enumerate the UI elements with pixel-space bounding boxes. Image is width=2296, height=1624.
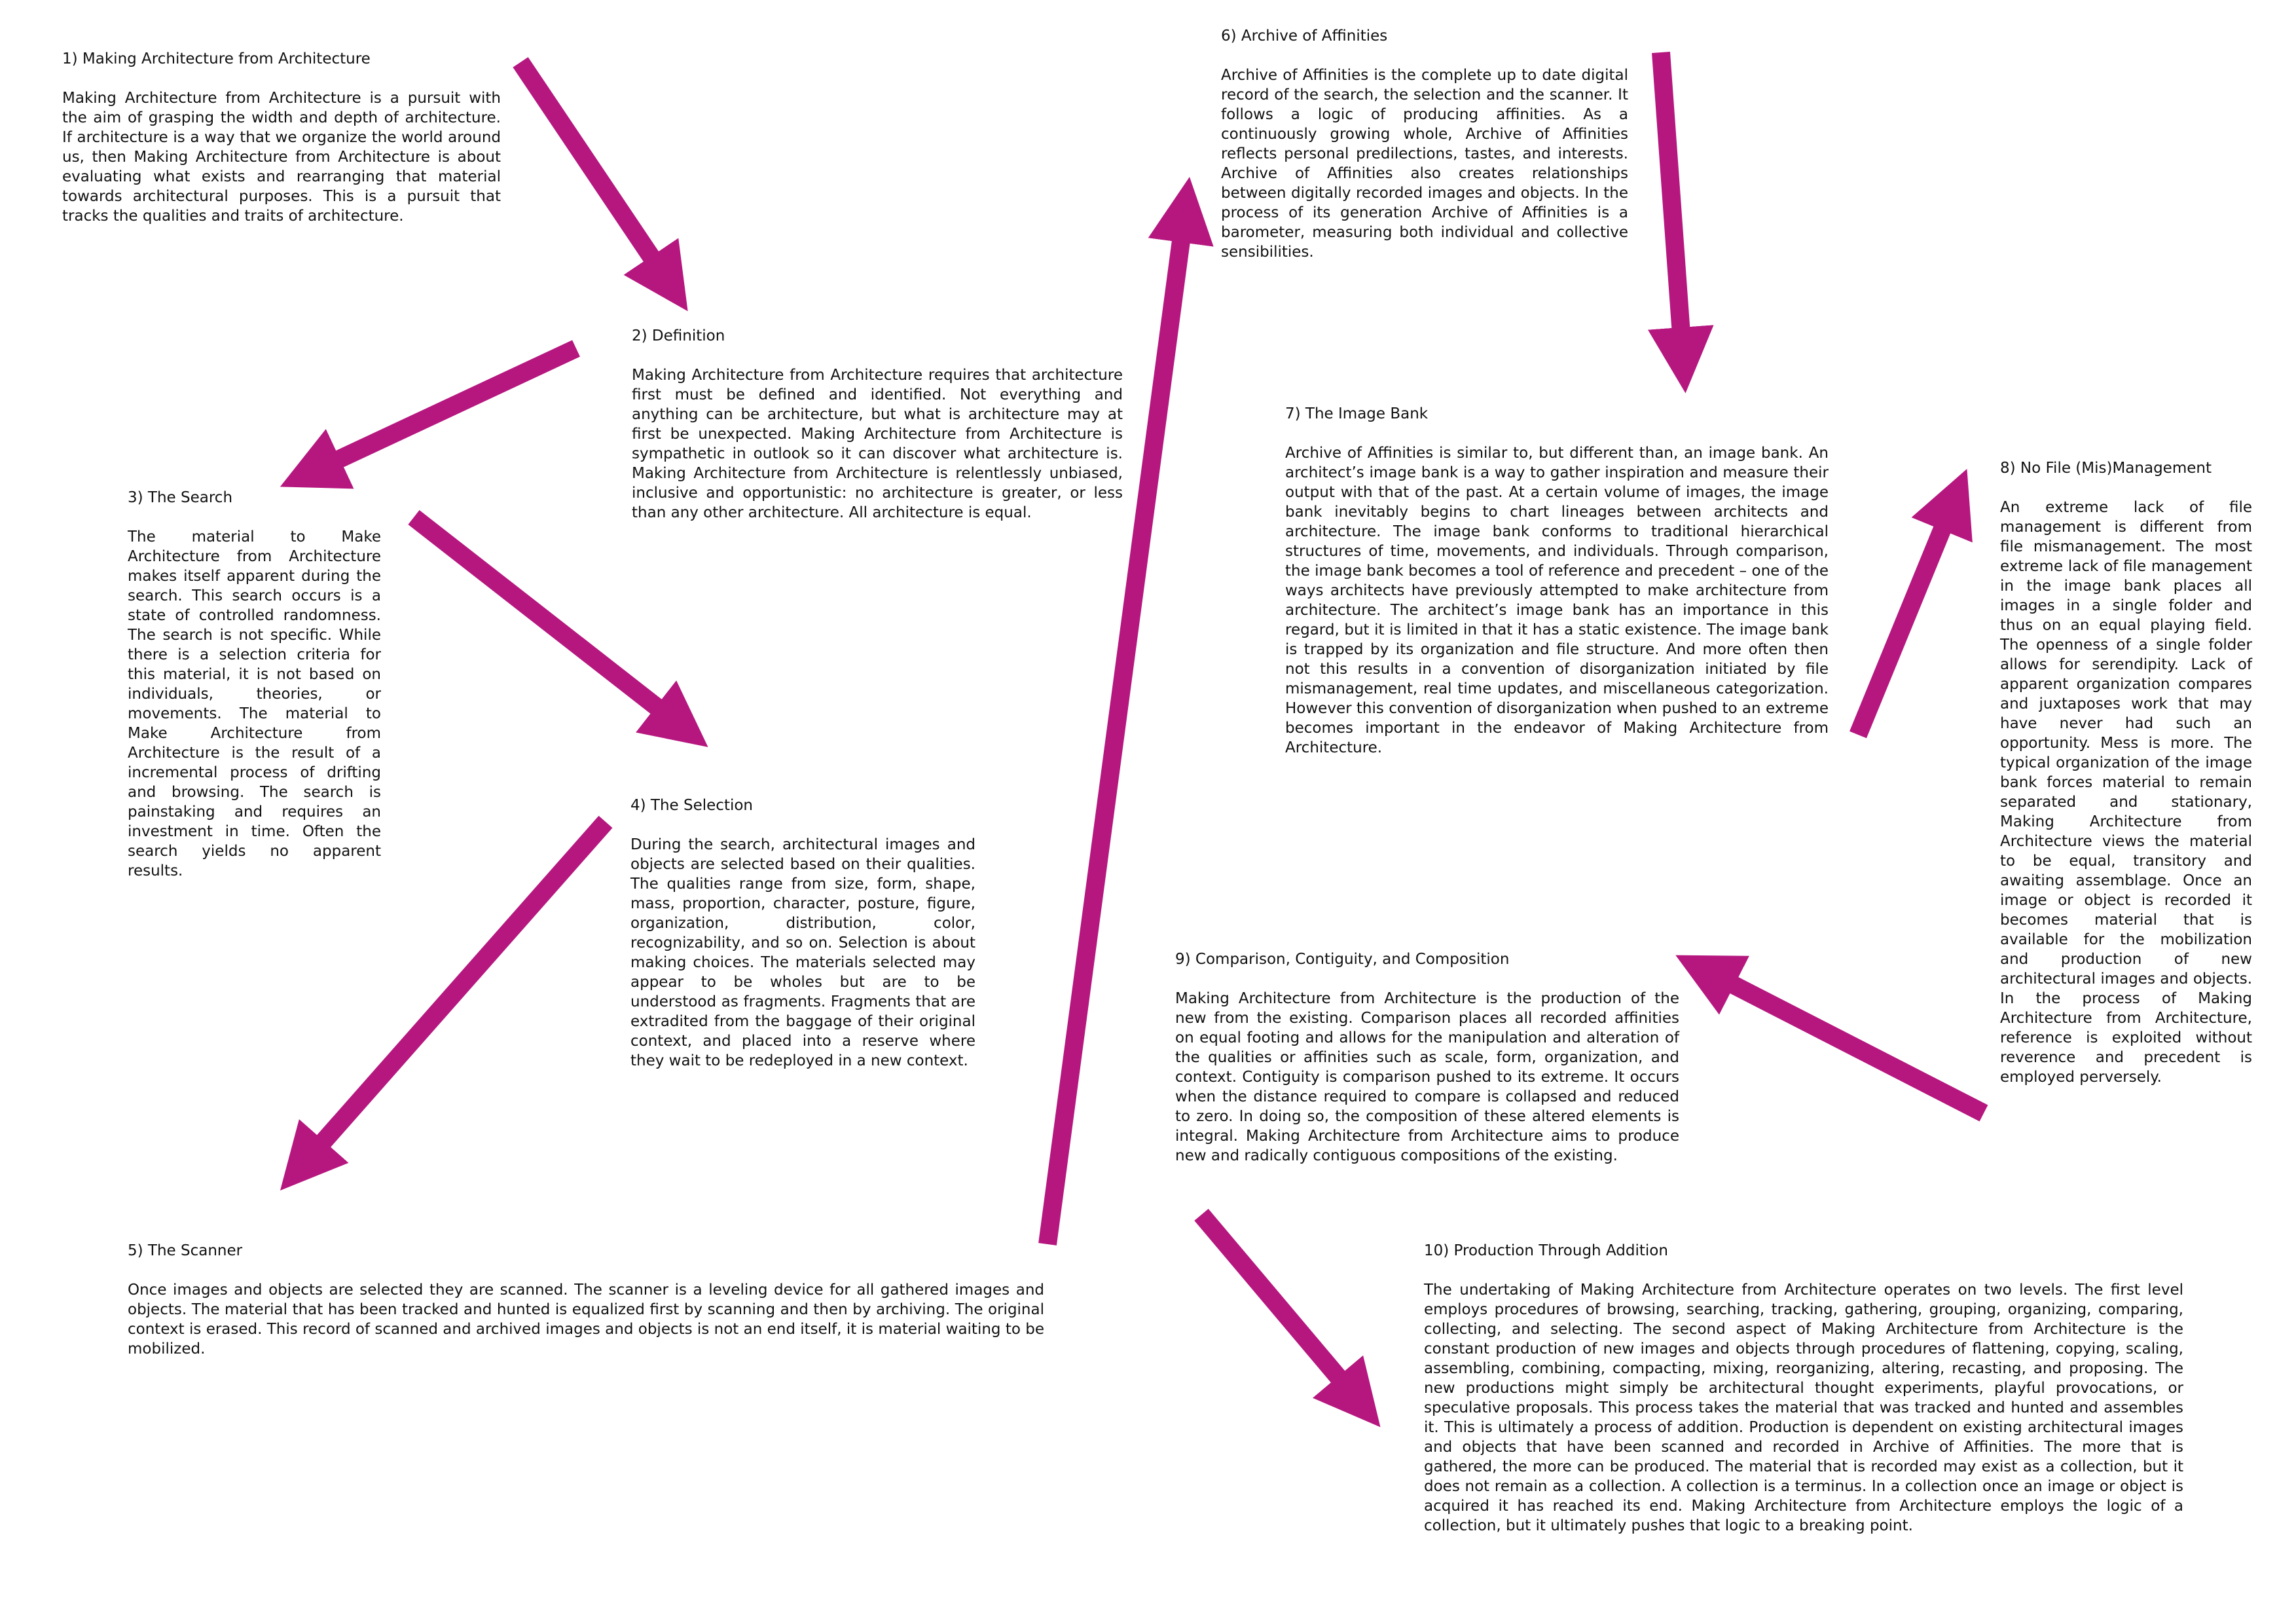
section-7-the-image-bank [1285,404,1829,758]
section-4-the-selection [630,796,975,1071]
section-3-body: The material to Make Architecture from Architecture makes itself apparent during the search. This search occurs is a state of controlled randomness. The search is not specific. While there is a selection criteria for this material, it is not based on individuals, theories, or movements. The material to Make Architecture from Architecture is the result of a incremental process of drifting and browsing. The search is painstaking and requires an investment in time. Often the search yields no apparent results. [128,528,381,879]
section-5-title: 5) The Scanner [128,1242,243,1259]
arrow-8-to-9 [1728,982,1984,1113]
arrow-1-to-2 [520,62,655,262]
section-2-definition [632,326,1123,523]
section-6-archive-of-affinities [1221,26,1628,262]
section-10-body: The undertaking of Making Architecture from Architecture operates on two levels. The first level employs procedures of browsing, searching, tracking, gathering, grouping, organizing, comparing, collecting, and selecting. The second aspect of Making Architecture from Architecture is the constant production of new images and objects through procedures of flattening, copying, scaling, assembling, combining, compacting, mixing, reorganizing, altering, recasting, and proposing. The new productions might simply be architectural thought experiments, playful provocations, or speculative proposals. This process takes the material that was tracked and hunted and assembles it. This is ultimately a process of addition. Production is dependent on existing architectural images and objects that have been scanned and recorded in Archive of Affinities. The more that is gathered, the more can be produced. The material that is recorded may exist as a collection, but it does not remain as a collection. A collection is a terminus. In a collection once an image or object is acquired it has reached its end. Making Architecture from Architecture employs the logic of a collection, but it ultimately pushes that logic to a breaking point. [1424,1282,2183,1534]
section-10-title: 10) Production Through Addition [1424,1242,1668,1259]
section-2-title: 2) Definition [632,327,725,344]
section-8-title: 8) No File (Mis)Management [2000,460,2212,477]
section-8-no-file-management [2000,458,2252,1087]
section-7-body: Archive of Affinities is similar to, but different than, an image bank. An architect’s image bank is a way to gather inspiration and measure their output with that of the past. At a certain volume of images, the image bank inevitably begins to chart lineages between architects and architecture. The image bank conforms to traditional hierarchical structures of time, movements, and individuals. Through comparison, the image bank becomes a tool of reference and precedent – one of the ways architects have previously attempted to make architecture from architecture. The architect’s image bank has an importance in this regard, but it is limited in that it has a static existence. The image bank is trapped by its organization and file structure. And more often then not this results in a convention of disorganization initiated by file mismanagement, real time updates, and miscellaneous categorization. However this convention of disorganization when pushed to an extreme becomes important in the endeavor of Making Architecture from Architecture. [1285,445,1829,756]
section-3-the-search [128,488,381,881]
section-4-title: 4) The Selection [630,797,753,814]
section-6-title: 6) Archive of Affinities [1221,28,1388,45]
section-1-body: Making Architecture from Architecture is a pursuit with the aim of grasping the width and depth of architecture. If architecture is a way that we organize the world around us, then Making Architecture from Architecture is about evaluating what exists and rearranging that material towards architectural purposes. This is a pursuit that tracks the qualities and traits of architecture. [62,90,501,225]
section-10-production-through-addition [1424,1241,2183,1536]
section-1-making-architecture [62,49,501,226]
section-8-body: An extreme lack of file management is different from file mismanagement. The most extreme lack of file management in the image bank places all images in a single folder and thus on an equal playing field. The openness of a single folder allows for serendipity. Lack of apparent organization compares and juxtaposes work that may have never had such an opportunity. Mess is more. The typical organization of the image bank forces material to remain separated and stationary, Making Architecture from Architecture views the material to be equal, transitory and awaiting assemblage. Once an image or object is recorded it becomes material that is available for the mobilization and production of new architectural images and objects. In the process of Making Architecture from Architecture, reference is exploited without reverence and precedent is employed perversely. [2000,499,2253,1086]
section-4-body: During the search, architectural images and objects are selected based on their qualities. The qualities range from size, form, shape, mass, proportion, character, posture, figure, organization, distribution, color, recognizability, and so on. Selection is about making choices. The materials selected may appear to be wholes but are to be understood as fragments. Fragments that are extradited from the baggage of their original context, and placed into a reserve where they wait to be redeployed in a new context. [630,836,975,1069]
arrow-7-to-8 [1858,524,1944,735]
arrow-2-to-3 [334,348,576,462]
section-5-body: Once images and objects are selected they are scanned. The scanner is a leveling device for all gathered images and objects. The material that has been tracked and hunted is equalized first by scanning and then by archiving. The original context is erased. This record of scanned and archived images and objects is not an end itself, it is material waiting to be mobilized. [128,1282,1044,1357]
arrow-6-to-7 [1661,52,1681,334]
section-9-title: 9) Comparison, Contiguity, and Composition [1175,951,1510,968]
section-9-body: Making Architecture from Architecture is the production of the new from the existing. Comparison places all recorded affinities on equal footing and allows for the manipulation and alteration of the qualities or affinities such as scale, form, organization, and context. Contiguity is comparison pushed to its extreme. It occurs when the distance required to compare is collapsed and reduced to zero. In doing so, the composition of these altered elements is integral. Making Architecture from Architecture aims to produce new and radically contiguous compositions of the existing. [1175,990,1679,1164]
section-5-the-scanner [128,1241,1044,1359]
section-9-comparison-contiguity [1175,950,1679,1166]
section-3-title: 3) The Search [128,489,233,506]
section-6-body: Archive of Affinities is the complete up to date digital record of the search, the selection and the scanner. It follows a logic of producing affinities. As a continuously growing whole, Archive of Affinities reflects personal predilections, tastes, and interests. Archive of Affinities also creates relationships between digitally recorded images and objects. In the process of its generation Archive of Affinities is a barometer, measuring both individual and collective sensibilities. [1221,67,1628,261]
section-7-title: 7) The Image Bank [1285,405,1429,422]
arrow-3-to-4 [414,517,661,710]
arrow-9-to-10 [1201,1215,1342,1382]
section-1-title: 1) Making Architecture from Architecture [62,50,371,67]
section-2-body: Making Architecture from Architecture requires that architecture first must be defined and identified. Not everything and anything can be architecture, but what is architecture may at first be unexpected. Making Architecture from Architecture is sympathetic in outlook so it can discover what architecture is. Making Architecture from Architecture is relentlessly unbiased, inclusive and opportunistic: no architecture is greater, or less than any other architecture. All architecture is equal. [632,367,1123,521]
